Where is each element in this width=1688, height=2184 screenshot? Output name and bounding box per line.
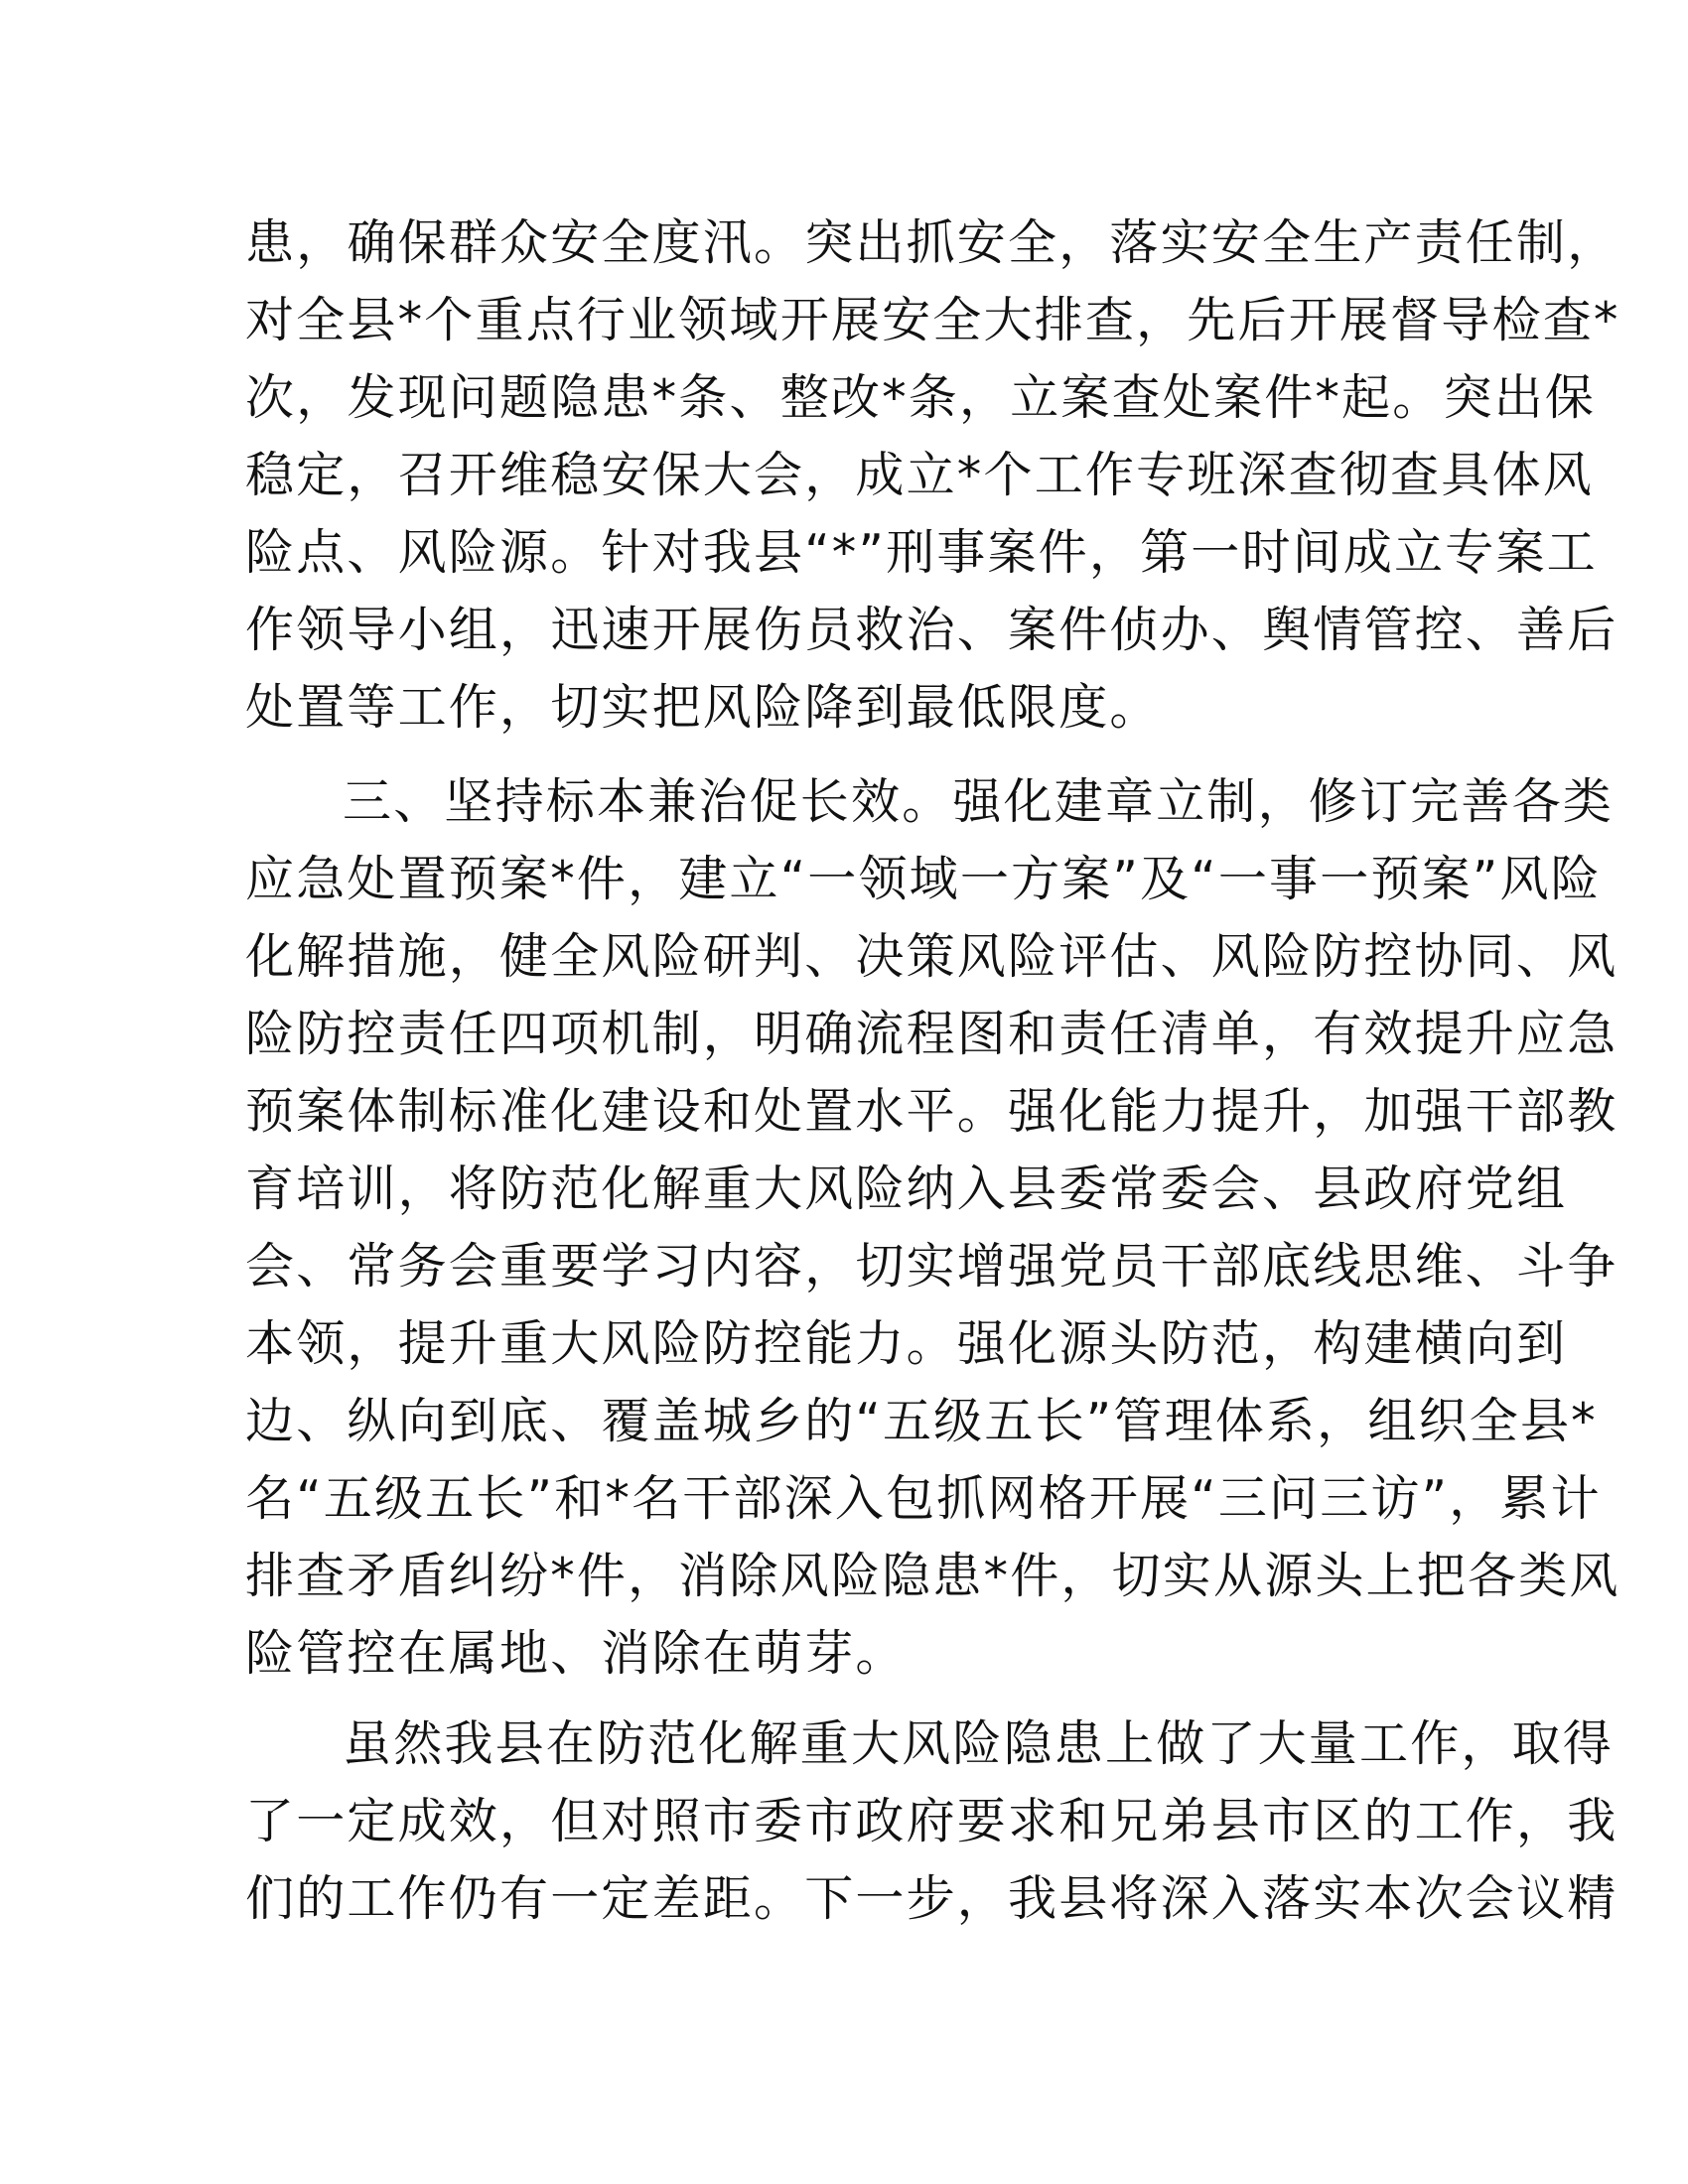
paragraph-line: 预案体制标准化建设和处置水平。强化能力提升，加强干部教 bbox=[245, 1083, 1618, 1140]
paragraph-line: 患，确保群众安全度汛。突出抓安全，落实安全生产责任制， bbox=[245, 214, 1618, 271]
paragraph-first-line: 虽然我县在防范化解重大风险隐患上做了大量工作，取得 bbox=[343, 1715, 1615, 1772]
paragraph-line: 了一定成效，但对照市委市政府要求和兄弟县市区的工作，我 bbox=[245, 1793, 1618, 1849]
paragraph-line: 育培训，将防范化解重大风险纳入县委常委会、县政府党组 bbox=[245, 1160, 1568, 1217]
paragraph-line: 对全县*个重点行业领域开展安全大排查，先后开展督导检查* bbox=[245, 292, 1620, 348]
paragraph-line: 化解措施，健全风险研判、决策风险评估、风险防控协同、风 bbox=[245, 928, 1618, 985]
paragraph-line: 们的工作仍有一定差距。下一步，我县将深入落实本次会议精 bbox=[245, 1870, 1618, 1927]
paragraph-line: 应急处置预案*件，建立“一领域一方案”及“一事一预案”风险 bbox=[245, 851, 1602, 907]
paragraph-continuation bbox=[245, 205, 1620, 747]
paragraph-line: 会、常务会重要学习内容，切实增强党员干部底线思维、斗争 bbox=[245, 1238, 1618, 1295]
paragraph-line: 边、纵向到底、覆盖城乡的“五级五长”管理体系，组织全县* bbox=[245, 1393, 1598, 1449]
paragraph-line: 险管控在属地、消除在萌芽。 bbox=[245, 1625, 907, 1682]
paragraph-section-three bbox=[245, 763, 1620, 1770]
paragraph-first-line: 三、坚持标本兼治促长效。强化建章立制，修订完善各类 bbox=[343, 773, 1615, 830]
paragraph-line: 作领导小组，迅速开展伤员救治、案件侦办、舆情管控、善后 bbox=[245, 602, 1618, 658]
paragraph-next-steps bbox=[245, 1706, 1618, 1938]
paragraph-line: 排查矛盾纠纷*件，消除风险隐患*件，切实从源头上把各类风 bbox=[245, 1548, 1620, 1604]
paragraph-line: 险点、风险源。针对我县“*”刑事案件，第一时间成立专案工 bbox=[245, 524, 1598, 581]
paragraph-line: 本领，提升重大风险防控能力。强化源头防范，构建横向到 bbox=[245, 1315, 1568, 1372]
paragraph-line: 处置等工作，切实把风险降到最低限度。 bbox=[245, 679, 1161, 736]
paragraph-line: 险防控责任四项机制，明确流程图和责任清单，有效提升应急 bbox=[245, 1006, 1618, 1062]
paragraph-line: 稳定，召开维稳安保大会，成立*个工作专班深查彻查具体风 bbox=[245, 447, 1594, 503]
paragraph-line: 次，发现问题隐患*条、整改*条，立案查处案件*起。突出保 bbox=[245, 369, 1597, 426]
paragraph-line: 名“五级五长”和*名干部深入包抓网格开展“三问三访”，累计 bbox=[245, 1470, 1602, 1527]
